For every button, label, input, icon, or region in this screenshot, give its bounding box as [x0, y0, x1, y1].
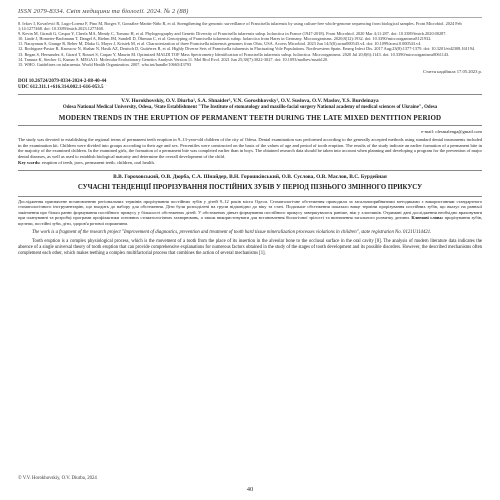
reference-list	[18, 21, 482, 67]
english-header-block	[18, 94, 482, 126]
reference-item: 14. Tamura K, Stecher G, Kumar S. MEGA11: Molecular Evolutionary Genetics Analysis Version 11. Mol Biol Evol. 2021 Jun 25;38(7):3022-3027. doi: 10.1093/molbev/msab120.	[18, 56, 329, 62]
abstract-en: The study was devoted to establishing the regional terms of permanent teeth eruption in 9–13-year-old children of the city of Odesa. Dental examination was performed according to the generally accepted methods using standard dental instruments included in the examination kit. Children were divided into groups according to their age and sex. Percentiles were constructed on the basis of the values of age and period of tooth eruption. The results of the study indicate an earlier formation of a permanent bite in the majority of the examined children. In the examined girls, the formation of a permanent bite was completed earlier than in boys. The obtained research data should be taken into account when planning and developing a program for the prevention of major dental diseases, as well as used to establish biological maturity and determine the overall development of the child.	[18, 137, 482, 159]
article-title-ua: СУЧАСНІ ТЕНДЕНЦІЇ ПРОРІЗУВАННЯ ПОСТІЙНИХ ЗУБІВ У ПЕРІОД ПІЗНЬОГО ЗМІННОГО ПРИКУСУ	[77, 183, 423, 191]
page-number: 40	[246, 486, 254, 493]
keywords-ua-text: прорізування зубів, щелепи, постійні зуби, діти, здоров'я ротової порожнини.	[18, 215, 483, 226]
journal-page	[18, 8, 482, 494]
reference-item: 11. Narayanan S, Grange R, Beber M, Dlaka G, Mayer J, Kristek M, et al. Characterization of three Francisella tularensis genomes from Ohio, USA. Access Microbiol. 2023 Jun 14;5(6):acmi000543.v4. doi: 10.1099/acmi.0.000543.v4.	[18, 41, 422, 47]
contact-email: e-mail: olesmalenga@gmail.com	[421, 129, 482, 135]
keywords-label: Key words:	[18, 160, 41, 166]
keywords-text: eruption of teeth, jaws, permanent teeth, children, oral health.	[41, 160, 155, 166]
copyright-line: © V.V. Horokhovskiy, O.V. Diurba, 2024	[18, 476, 97, 481]
authors-en: V.V. Horokhovskiy, O.V. Diurba¹, S.A. Shnaider¹, V.N. Goroshkovsky¹, O.V. Suslova, O.V. Maslov, Y.S. Burdeinaya	[121, 97, 379, 104]
body-paragraph: Tooth eruption is a complex physiological process, which is the movement of a tooth from the place of its insertion in the alveolar bone to the occlusal surface in the oral cavity [8]. The analysis of modern literature data indicates the absence of a single universal theory of tooth eruption that can provide comprehensive explanations for numerous factors obtained in the study of the stages of tooth development and its possible disorders. However, the described mechanisms often complement each other, which makes teething a complex multifactorial process that combines the action of several mechanisms [1].	[18, 239, 482, 256]
keywords-en	[18, 160, 482, 165]
reference-item: 10. Linde J, Homeier-Bachmann T, Dangel A, Riehm JM, Sundell D, Öhrman C, et al. Genotyping of Francisella tularensis subsp. holarctica from Hares in Germany. Microorganisms. 2020;8(12):1932. doi: 10.3390/microorganisms8121932.	[18, 36, 432, 42]
funding-note: The work is a fragment of the research project "Improvement of diagnostics, prevention and treatment of tooth hard tissue mineralization processes violations in children", state registration No. 0121U114421.	[32, 230, 432, 236]
authors-ua: В.В. Гороховський, О.В. Дюрба, С.А. Шнайдер, В.Н. Горошківський, О.В. Суслова, О.В. Маслов, В.С. Бурдейная	[113, 174, 387, 181]
doi-line: DOI 10.26724/2079-8334-2024-2-88-40-44	[18, 78, 107, 84]
affiliation-en: Odesa National Medical University, Odesa, ¹State Establishment "The Institute of stomatology and maxillo-facial surgery National academy of medical sciences of Ukraine", Odesa	[62, 105, 438, 111]
udc-line: UDC 612.311.1+616.314.002.1-616-053.5	[18, 84, 104, 90]
received-date: Стаття надійшла 17.05.2023 р.	[422, 68, 482, 74]
ukrainian-header-block	[18, 170, 482, 191]
reference-item: 8. Ivkov I, Kovačević R, Lugo-Lorenz F, Pino M, Borges V, González-Martín-Niño R, et al. Strengthening the genomic surveillance of Francisella tularensis by using culture-free whole-genome sequencing from biological samples. Front Microbiol. 2024 Feb 1;14:1277468. doi: 10.3389/fmicb.2023.1277468.	[18, 21, 462, 32]
keywords-label-ua: Ключові слова:	[411, 215, 444, 221]
reference-item: 13. Regan S, Hernandez A, Girard T, Rouset S, Caspar Y, Maurin M. Optimized MALDI TOF Mass Spectrometry Identification of Francisella tularensis subsp. holarctica. Microorganisms. 2020 Jul 20;8(6):1143. doi: 10.3390/microorganisms8061143.	[18, 51, 450, 57]
abstract-ua-text: Дослідження присвячене встановленню регіональних термінів прорізування постійних зубів у дітей 9–12 років міста Одеси. Стоматологічне обстеження проводили за загальноприйнятими методиками з використанням стандартного стоматологічного інструментарію, що входить до набору для обстеження. Діти були розподілені на групи відповідно до віку та статі. Подальше обстеження показало вище терміни прорізування постійних зубів, що вказує на ранньої закінчення про більш раннє формування постійного прикусу у більшості обстежених дітей. У обстежених дівчат формування постійного прикусу завершувалося раніше, ніж у хлопчиків. Отримані дані дослідження необхідно враховувати при плануванні та розробці програми профілактики основних стоматологічних захворювань, а також використовувати для встановлення біологічної зрілості та визначення загального розвитку дитини.	[18, 198, 482, 221]
abstract-ua	[18, 196, 482, 227]
reference-item: 12. Rodriguez-Pastor R, Knossow N, Shahar N, Hasik AZ, Deutsch D, Gutiérrez R, et al. Highly Diverse Sets of Francisella tularensis in Fluctuating Vole Populations. Northwestern Spain. Emerg Infect Dis. 2017 Aug;23(8):1377-1379. doi: 10.3201/eid2308.161194.	[18, 46, 476, 52]
doi-block	[18, 79, 482, 91]
reference-item: 9. Kevin M, Girault G, Caspar Y, Cherfa MA, Mendy C, Tomaso H, et al. Phylogeography and Genetic Diversity of Francisella tularensis subsp. holarctica in France (1947-2018). Front Microbiol. 2020 Mar 4;11:287. doi: 10.3389/fmicb.2020.00287.	[18, 31, 447, 37]
reference-item: 15. WHO. Guidelines on tularaemia. World Health Organization. 2007. who.int/handle/10665/43793	[18, 61, 192, 67]
running-header: ISSN 2079-8334. Світ медицини та біології. 2024. № 2 (88)	[18, 8, 482, 18]
article-title-en: MODERN TRENDS IN THE ERUPTION OF PERMANENT TEETH DURING THE LATE MIXED DENTITION PERIOD	[58, 113, 442, 122]
